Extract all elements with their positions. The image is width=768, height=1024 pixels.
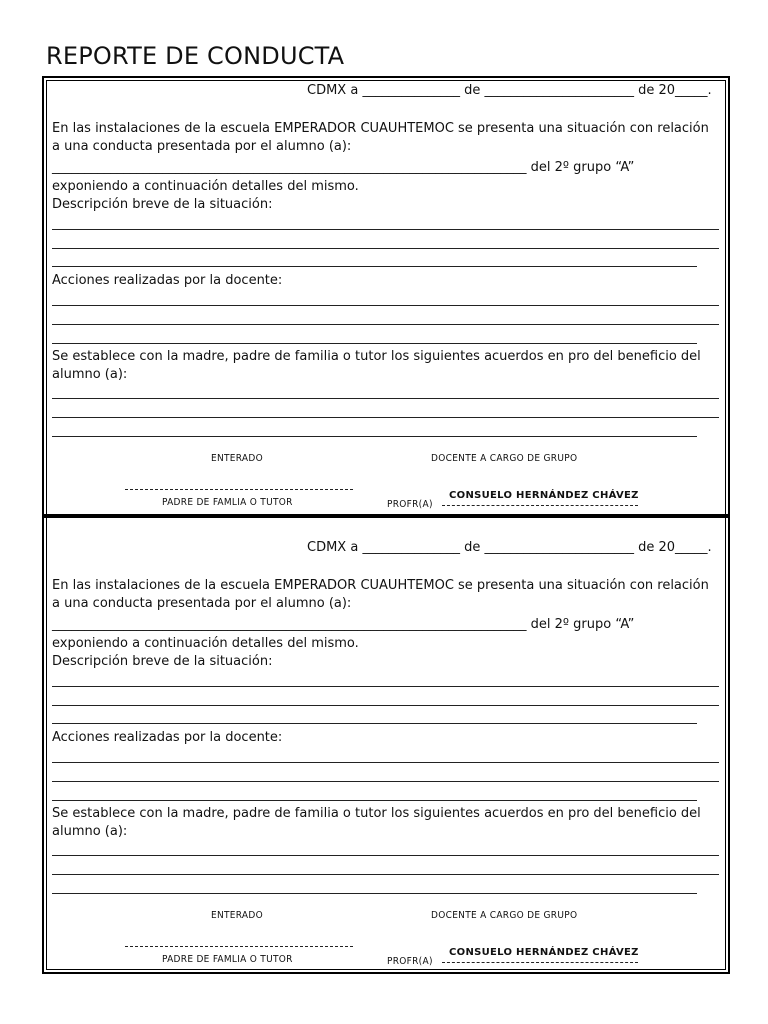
actions-line [52, 305, 719, 306]
docente-cargo-label: DOCENTE A CARGO DE GRUPO [431, 453, 578, 464]
description-line [52, 266, 697, 267]
profra-label: PROFR(A) [387, 956, 433, 967]
profra-label: PROFR(A) [387, 499, 433, 510]
actions-line [52, 762, 719, 763]
description-label: Descripción breve de la situación: [52, 654, 273, 669]
agreements-line [52, 855, 719, 856]
date-line: CDMX a _______________ de _______________________ de 20_____. [307, 83, 712, 98]
agreements-line [52, 893, 697, 894]
agreements-label: Se establece con la madre, padre de familia o tutor los siguientes acuerdos en pro del beneficio del alumno (a): [52, 806, 701, 839]
actions-line [52, 800, 697, 801]
section-divider [44, 514, 728, 518]
actions-label: Acciones realizadas por la docente: [52, 273, 283, 288]
agreements-label: Se establece con la madre, padre de familia o tutor los siguientes acuerdos en pro del beneficio del alumno (a): [52, 349, 701, 382]
docente-cargo-label: DOCENTE A CARGO DE GRUPO [431, 910, 578, 921]
actions-label: Acciones realizadas por la docente: [52, 730, 283, 745]
page-title: REPORTE DE CONDUCTA [46, 42, 345, 70]
agreements-line [52, 398, 719, 399]
description-line [52, 686, 719, 687]
description-line [52, 248, 719, 249]
date-line: CDMX a _______________ de _______________________ de 20_____. [307, 540, 712, 555]
description-line [52, 723, 697, 724]
teacher-name: CONSUELO HERNÁNDEZ CHÁVEZ [449, 947, 639, 958]
student-line: _________________________________________________________________________ del 2º grupo “A” [52, 617, 635, 632]
agreements-line [52, 874, 719, 875]
parent-tutor-label: PADRE DE FAMLIA O TUTOR [162, 497, 293, 508]
exposing-text: exponiendo a continuación detalles del mismo. [52, 179, 359, 194]
exposing-text: exponiendo a continuación detalles del mismo. [52, 636, 359, 651]
intro-text: En las instalaciones de la escuela EMPERADOR CUAUHTEMOC se presenta una situación con relación a una conducta presentada por el alumno (a): [52, 121, 709, 154]
description-line [52, 705, 719, 706]
parent-signature-line [125, 946, 353, 947]
actions-line [52, 324, 719, 325]
parent-signature-line [125, 489, 353, 490]
actions-line [52, 781, 719, 782]
enterado-label: ENTERADO [211, 453, 263, 464]
description-label: Descripción breve de la situación: [52, 197, 273, 212]
student-line: _________________________________________________________________________ del 2º grupo “A” [52, 160, 635, 175]
agreements-line [52, 417, 719, 418]
enterado-label: ENTERADO [211, 910, 263, 921]
teacher-signature-line [442, 505, 638, 506]
agreements-line [52, 436, 697, 437]
actions-line [52, 343, 697, 344]
parent-tutor-label: PADRE DE FAMLIA O TUTOR [162, 954, 293, 965]
description-line [52, 229, 719, 230]
teacher-name: CONSUELO HERNÁNDEZ CHÁVEZ [449, 490, 639, 501]
teacher-signature-line [442, 962, 638, 963]
intro-text: En las instalaciones de la escuela EMPERADOR CUAUHTEMOC se presenta una situación con relación a una conducta presentada por el alumno (a): [52, 578, 709, 611]
